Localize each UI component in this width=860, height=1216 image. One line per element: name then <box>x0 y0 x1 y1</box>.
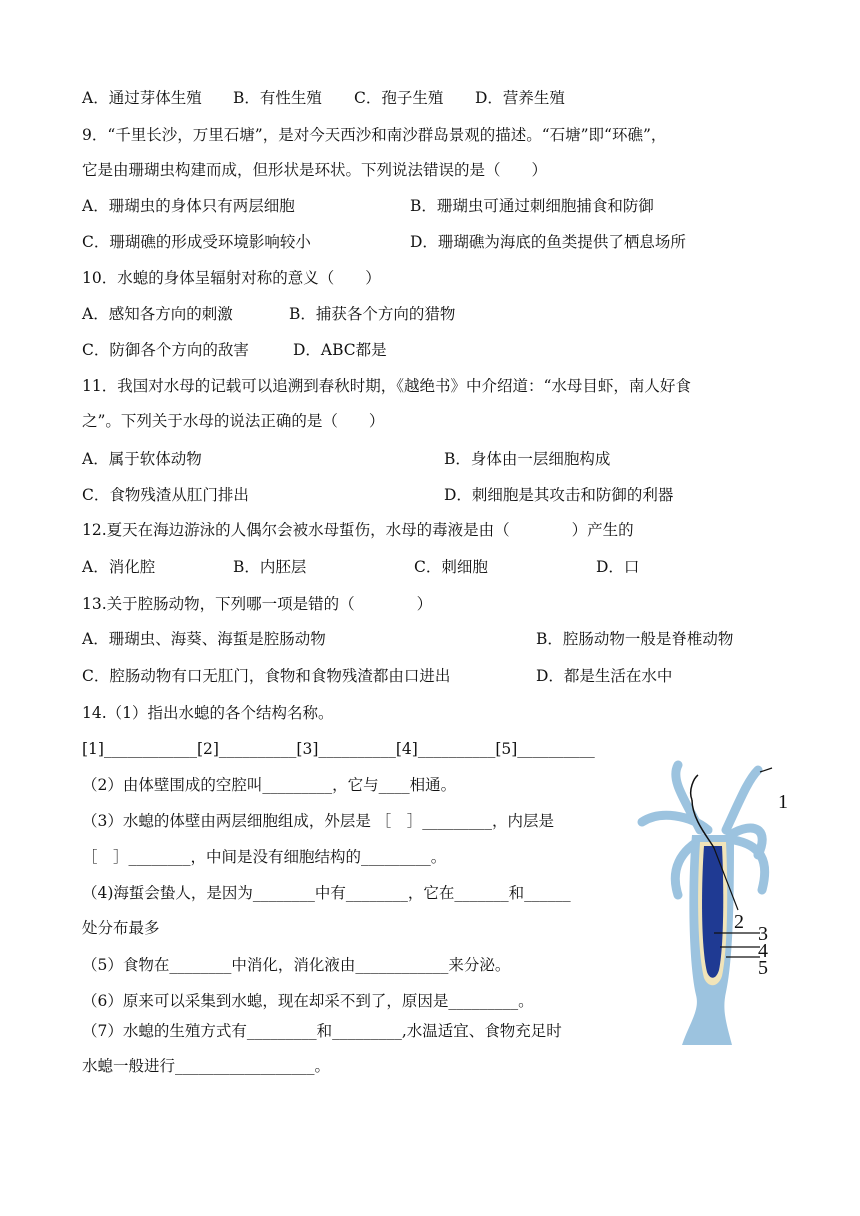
q10-option-d: D．ABC都是 <box>293 341 387 359</box>
q13-option-d: D．都是生活在水中 <box>536 667 673 685</box>
q14-part6: （6）原来可以采集到水螅，现在却采不到了，原因是_________。 <box>82 992 534 1010</box>
q14-part7-line2: 水螅一般进行__________________。 <box>82 1057 331 1075</box>
q11-stem-line2: 之”。下列关于水母的说法正确的是（ ） <box>82 412 385 430</box>
q8-option-d: D．营养生殖 <box>475 89 565 107</box>
q9-stem-line2: 它是由珊瑚虫构建而成，但形状是环状。下列说法错误的是（ ） <box>82 161 548 179</box>
q11-option-c: C．食物残渣从肛门排出 <box>82 486 249 504</box>
q14-part3-line1: （3）水螅的体壁由两层细胞组成，外层是 ［ ］_________，内层是 <box>82 812 555 830</box>
q14-part2: （2）由体壁围成的空腔叫_________，它与____相通。 <box>82 776 457 794</box>
hydra-diagram <box>630 760 830 1050</box>
hydra-label-4: 4 <box>758 940 768 962</box>
q14-stem: 14.（1）指出水螅的各个结构名称。 <box>82 704 334 722</box>
q11-option-a: A．属于软体动物 <box>82 450 202 468</box>
q13-option-b: B．腔肠动物一般是脊椎动物 <box>536 630 734 648</box>
q8-option-a: A．通过芽体生殖 <box>82 89 202 107</box>
hydra-label-5: 5 <box>758 957 768 979</box>
q12-stem: 12.夏天在海边游泳的人偶尔会被水母蜇伤，水母的毒液是由（ ）产生的 <box>82 521 634 539</box>
q14-part5: （5）食物在________中消化，消化液由____________来分泌。 <box>82 956 511 974</box>
q10-option-c: C．防御各个方向的敌害 <box>82 341 249 359</box>
q8-option-c: C．孢子生殖 <box>354 89 444 107</box>
q8-option-b: B．有性生殖 <box>233 89 322 107</box>
q10-stem: 10．水螅的身体呈辐射对称的意义（ ） <box>82 269 381 287</box>
q11-option-b: B．身体由一层细胞构成 <box>444 450 611 468</box>
q14-structure-blanks: [1]____________[2]__________[3]__________[4]__________[5]__________ <box>82 740 595 758</box>
hydra-label-1: 1 <box>778 791 788 813</box>
q9-option-d: D．珊瑚礁为海底的鱼类提供了栖息场所 <box>410 233 686 251</box>
q9-option-a: A．珊瑚虫的身体只有两层细胞 <box>82 197 295 215</box>
hydra-body <box>642 765 765 1045</box>
q12-option-a: A．消化腔 <box>82 558 156 576</box>
q9-option-b: B．珊瑚虫可通过刺细胞捕食和防御 <box>410 197 654 215</box>
q10-option-a: A．感知各方向的刺激 <box>82 305 233 323</box>
hydra-label-2: 2 <box>734 911 744 933</box>
q10-option-b: B．捕获各个方向的猎物 <box>289 305 456 323</box>
q9-stem-line1: 9．“千里长沙，万里石塘”，是对今天西沙和南沙群岛景观的描述。“石塘”即“环礁”， <box>82 126 667 144</box>
q11-stem-line1: 11．我国对水母的记载可以追溯到春秋时期，《越绝书》中介绍道：“水母目虾，南人好食 <box>82 377 691 395</box>
q14-part4-line2: 处分布最多 <box>82 919 160 937</box>
q9-option-c: C．珊瑚礁的形成受环境影响较小 <box>82 233 311 251</box>
hydra-label-3: 3 <box>758 923 768 945</box>
q14-part3-line2: ［ ］________，中间是没有细胞结构的_________。 <box>82 848 447 866</box>
q12-option-d: D．口 <box>596 558 640 576</box>
q13-stem: 13.关于腔肠动物，下列哪一项是错的（ ） <box>82 595 433 613</box>
q13-option-c: C．腔肠动物有口无肛门，食物和食物残渣都由口进出 <box>82 667 451 685</box>
q14-part7-line1: （7）水螅的生殖方式有_________和_________,水温适宜、食物充足时 <box>82 1022 562 1040</box>
q13-option-a: A．珊瑚虫、海葵、海蜇是腔肠动物 <box>82 630 326 648</box>
q14-part4-line1: （4)海蜇会蛰人，是因为________中有________，它在_______和______ <box>82 884 571 902</box>
q11-option-d: D．刺细胞是其攻击和防御的利器 <box>444 486 674 504</box>
q12-option-c: C．刺细胞 <box>414 558 488 576</box>
q12-option-b: B．内胚层 <box>233 558 307 576</box>
